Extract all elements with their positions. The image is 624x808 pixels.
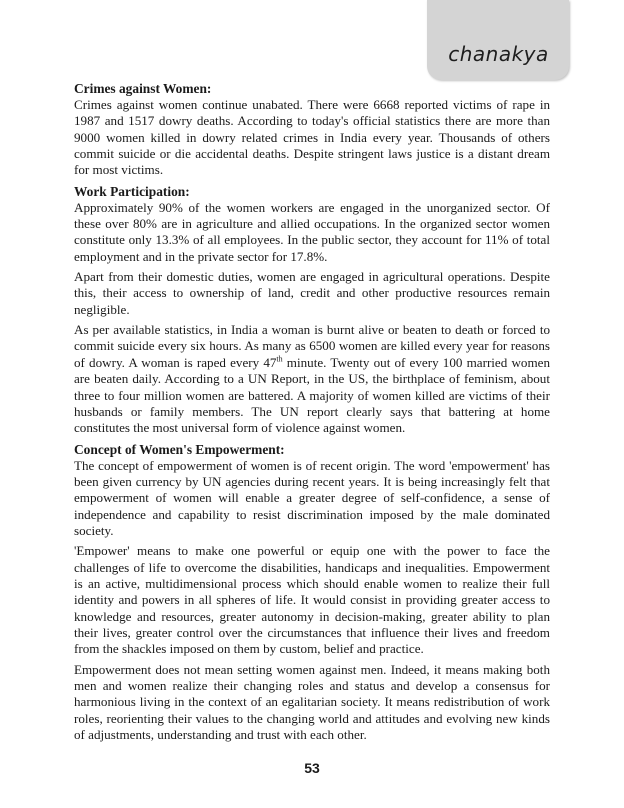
paragraph-crimes: Crimes against women continue unabated. There were 6668 reported victims of rape in 1987 and 1517 dowry deaths. According to today's official statistics there are more than 9000 women killed in dowry related crimes in India every year. Thousands of others commit suicide or die accidental deaths. Despite stringent laws justice is a distant dream for most victims. xyxy=(74,97,550,178)
paragraph-concept-1: The concept of empowerment of women is of recent origin. The word 'empowerment' has been given currency by UN agencies during recent years. It is being increasingly felt that empowerment of women will enable a greater degree of self-confidence, a sense of independence and capability to resist discrimination imposed by the male dominated society. xyxy=(74,457,550,538)
paragraph-work-1: Approximately 90% of the women workers are engaged in the unorganized sector. Of these over 80% are in agriculture and allied occupations. In the organized sector women constitute only 13.3% of all employees. In the public sector, they account for 11% of total employment and in the private sector for 17.8%. xyxy=(74,199,550,264)
section-heading-work-participation: Work Participation: xyxy=(74,183,190,199)
section-heading-crimes: Crimes against Women: xyxy=(74,81,212,96)
section-heading-concept: Concept of Women's Empowerment: xyxy=(74,441,285,457)
paragraph-concept-2: 'Empower' means to make one powerful or equip one with the power to face the challenges of life to overcome the disabilities, handicaps and inequalities. Empowerment is an active, multidimensional process which should enable women to realize their full identity and powers in all spheres of life. It would consist in providing greater access to knowledge and resources, greater autonomy in decision-making, greater ability to plan their lives, greater control over the circumstances that influence their lives and freedom from the shackles imposed on them by custom, belief and practice. xyxy=(74,543,550,657)
brand-logo: chanakya xyxy=(448,42,549,66)
ordinal-suffix: th xyxy=(276,354,283,364)
page-number: 53 xyxy=(304,760,320,776)
paragraph-concept-3: Empowerment does not mean setting women against men. Indeed, it means making both men and women realize their changing roles and status and develop a consensus for harmonious living in the context of an egalitarian society. It means redistribution of work roles, reorienting their values to the changing world and attitudes and evolving new kinds of adjustments, understanding and trust with each other. xyxy=(74,661,550,743)
page-content xyxy=(74,80,550,747)
paragraph-work-3-end: minute. Twenty out of every 100 married women are beaten daily. According to a UN Report, in the US, the birthplace of feminism, about three to four million women are battered. A majority of women killed are victims of their husbands or family members. The UN report clearly says that battering at home constitutes the most universal form of violence against women. xyxy=(74,354,550,436)
paragraph-work-3-start: As per available statistics, in India a woman is burnt alive or beaten to death or forced to commit suicide every six hours. As many as 6500 women are killed every year for reasons of dowry. A woman is raped every 47 xyxy=(74,322,550,370)
paragraph-work-3 xyxy=(74,322,550,436)
paragraph-work-2: Apart from their domestic duties, women are engaged in agricultural operations. Despite this, their access to ownership of land, credit and other productive resources remain negligible. xyxy=(74,269,550,317)
